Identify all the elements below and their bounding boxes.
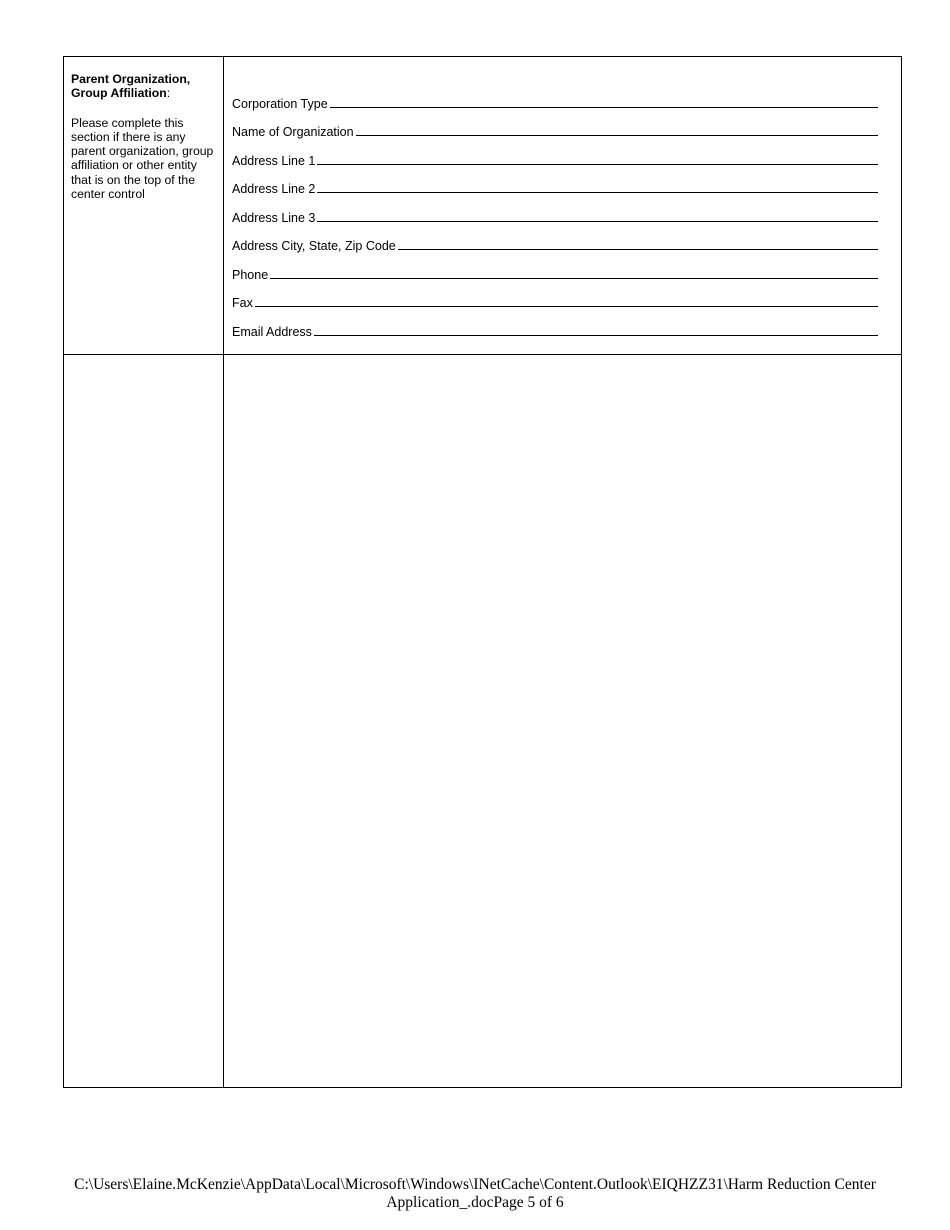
field-label: Phone <box>232 267 269 282</box>
field-corporation-type <box>232 82 878 111</box>
field-name-of-organization <box>232 111 878 140</box>
row-divider <box>64 354 901 355</box>
form-table <box>63 56 902 1088</box>
address-line-2-blank[interactable] <box>317 192 878 193</box>
address-city-state-zip-blank[interactable] <box>398 249 878 250</box>
phone-blank[interactable] <box>270 278 878 279</box>
section-label-cell <box>71 72 217 201</box>
footer-page-number: Application_.docPage 5 of 6 <box>386 1194 564 1211</box>
field-list <box>232 82 878 339</box>
field-label: Fax <box>232 296 253 310</box>
fax-blank[interactable] <box>255 306 878 307</box>
corporation-type-blank[interactable] <box>330 107 878 108</box>
field-label: Corporation Type <box>232 96 328 111</box>
email-address-blank[interactable] <box>314 335 878 336</box>
page-footer <box>40 1176 910 1212</box>
section-description: Please complete this section if there is any parent organization, group affiliation or other entity that is on the top of the center control <box>71 115 214 202</box>
field-label: Address City, State, Zip Code <box>232 239 396 253</box>
field-label: Email Address <box>232 324 312 339</box>
field-label: Address Line 1 <box>232 153 316 168</box>
field-email-address <box>232 310 878 339</box>
field-address-line-2 <box>232 168 878 197</box>
field-label: Name of Organization <box>232 125 354 139</box>
address-line-3-blank[interactable] <box>317 221 878 222</box>
section-title: Parent Organization, Group Affiliation <box>71 72 191 101</box>
column-divider <box>223 57 224 1087</box>
field-fax <box>232 282 878 311</box>
field-phone <box>232 253 878 282</box>
field-address-line-1 <box>232 139 878 168</box>
field-address-city-state-zip <box>232 225 878 254</box>
footer-file-path: C:\Users\Elaine.McKenzie\AppData\Local\Microsoft\Windows\INetCache\Content.Outlook\EIQHZZ31\Harm Reduction Center <box>74 1176 876 1193</box>
field-label: Address Line 3 <box>232 210 316 225</box>
section-title-colon: : <box>166 86 171 101</box>
name-of-organization-blank[interactable] <box>356 135 878 136</box>
field-address-line-3 <box>232 196 878 225</box>
address-line-1-blank[interactable] <box>317 164 878 165</box>
field-label: Address Line 2 <box>232 182 316 196</box>
section-heading <box>71 72 217 101</box>
